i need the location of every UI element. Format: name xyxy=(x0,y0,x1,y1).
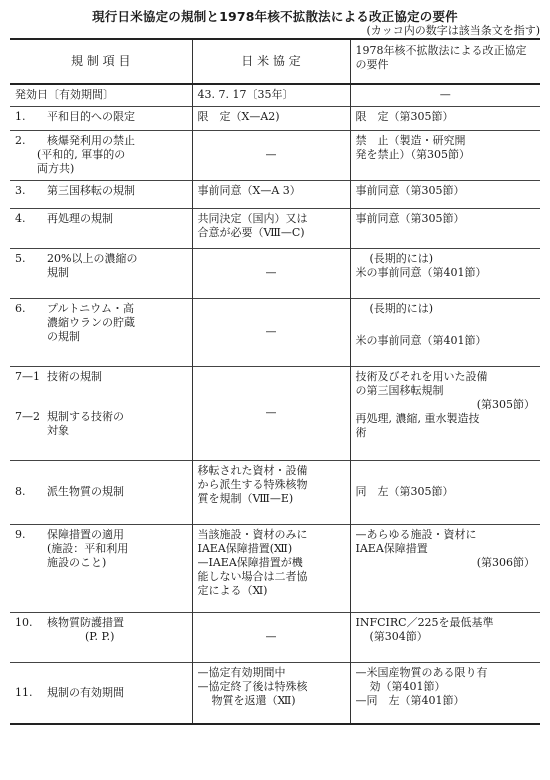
row-req: —米国産物質のある限り有 効（第401節） —同 左（第401節） xyxy=(350,662,540,724)
row-item: 発効日〔有効期間〕 xyxy=(10,84,192,106)
row-jp: 43. 7. 17〔35年〕 xyxy=(192,84,350,106)
row-req: 同 左（第305節） xyxy=(350,460,540,524)
row-item: 3. 第三国移転の規制 xyxy=(10,180,192,208)
table-row xyxy=(10,106,540,130)
row-jp: — xyxy=(192,366,350,460)
row-jp: — xyxy=(192,130,350,180)
row-req: INFCIRC／225を最低基準 (第304節） xyxy=(350,612,540,662)
header-item: 規 制 項 目 xyxy=(10,39,192,84)
row-item: 9. 保障措置の適用 (施設：平和利用 施設のこと) xyxy=(10,524,192,612)
header-jp-agreement: 日 米 協 定 xyxy=(192,39,350,84)
page-subtitle: (カッコ内の数字は該当条文を指す) xyxy=(366,24,540,37)
row-req: 事前同意（第305節） xyxy=(350,208,540,248)
row-req: 事前同意（第305節） xyxy=(350,180,540,208)
row-req: — xyxy=(350,84,540,106)
row-jp: 当該施設・資材のみに IAEA保障措置(Ⅻ) —IAEA保障措置が機 能しない場合は二者協 定による（Ⅺ) xyxy=(192,524,350,612)
row-item: 7—1 技術の規制 7—2 規制する技術の 対象 xyxy=(10,366,192,460)
row-item: 1. 平和目的への限定 xyxy=(10,106,192,130)
row-item: 6. プルトニウム・高 濃縮ウランの貯蔵 の規制 xyxy=(10,298,192,366)
row-req: 限 定（第305節） xyxy=(350,106,540,130)
row-req: (長期的には) 米の事前同意（第401節） xyxy=(350,298,540,366)
header-requirements: 1978年核不拡散法による改正協定の要件 xyxy=(350,39,540,84)
row-item: 5. 20%以上の濃縮の 規制 xyxy=(10,248,192,298)
table-row xyxy=(10,84,540,106)
row-req: —あらゆる施設・資材に IAEA保障措置 (第306節） xyxy=(350,524,540,612)
table-row xyxy=(10,460,540,524)
row-jp: 事前同意（X—A 3） xyxy=(192,180,350,208)
row-jp: 限 定（X—A2) xyxy=(192,106,350,130)
table-row xyxy=(10,662,540,724)
row-req: 技術及びそれを用いた設備 の第三国移転規制 (第305節） 再処理, 濃縮, 重水製造技 術 xyxy=(350,366,540,460)
row-jp: 共同決定（国内）又は 合意が必要（Ⅷ—C) xyxy=(192,208,350,248)
table-row xyxy=(10,208,540,248)
row-req: 禁 止（製造・研究開 発を禁止）（第305節） xyxy=(350,130,540,180)
row-item: 8. 派生物質の規制 xyxy=(10,460,192,524)
row-jp: — xyxy=(192,248,350,298)
table-row xyxy=(10,130,540,180)
row-jp: — xyxy=(192,298,350,366)
table-row xyxy=(10,524,540,612)
table-row xyxy=(10,612,540,662)
page-title: 現行日米協定の規制と1978年核不拡散法による改正協定の要件 xyxy=(92,9,458,24)
table-header-row xyxy=(10,39,540,84)
table-row xyxy=(10,366,540,460)
comparison-table xyxy=(10,38,540,725)
row-item: 10. 核物質防護措置 (P. P.) xyxy=(10,612,192,662)
row-item: 2. 核爆発利用の禁止 (平和的, 軍事的の 両方共) xyxy=(10,130,192,180)
row-item: 11. 規制の有効期間 xyxy=(10,662,192,724)
row-item: 4. 再処理の規制 xyxy=(10,208,192,248)
table-row xyxy=(10,180,540,208)
table-row xyxy=(10,298,540,366)
row-jp: 移転された資材・設備 から派生する特殊核物 質を規制（Ⅷ—E) xyxy=(192,460,350,524)
row-jp: — xyxy=(192,612,350,662)
row-req: (長期的には) 米の事前同意（第401節） xyxy=(350,248,540,298)
table-row xyxy=(10,248,540,298)
row-jp: —協定有効期間中 —協定終了後は特殊核 物質を返還（Ⅻ) xyxy=(192,662,350,724)
